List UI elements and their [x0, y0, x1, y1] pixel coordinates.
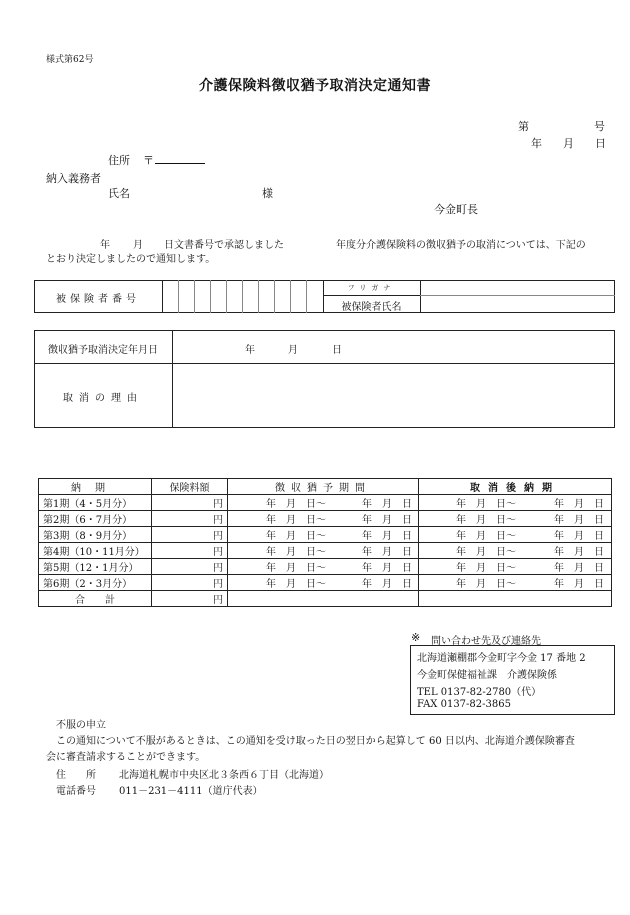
yen-cell: 円 — [152, 575, 228, 591]
furigana-label: フリガナ — [347, 284, 396, 292]
contact-heading: 問い合わせ先及び連絡先 — [431, 636, 541, 647]
new-due-range-cell — [419, 543, 612, 559]
digit-divider — [210, 280, 211, 313]
total-label: 合 計 — [39, 591, 152, 607]
table-row — [39, 495, 612, 511]
taxpayer-group-label: 納入義務者 — [46, 172, 101, 185]
range-end: 年 月 日 — [362, 515, 412, 526]
total-yen-cell: 円 — [152, 591, 228, 607]
divider — [162, 280, 163, 313]
appeal-text-1: この通知について不服があるときは、この通知を受け取った日の翌日から起算して 60 日以内、北海道介護保険審査 — [56, 736, 575, 747]
contact-line: 今金町保健福祉課 介護保険係 — [417, 670, 557, 681]
range-end: 年 月 日 — [554, 563, 604, 574]
table-row — [39, 527, 612, 543]
empty-cell — [419, 591, 612, 607]
table-header-row — [39, 479, 612, 495]
range-start: 年 月 日〜 — [456, 499, 516, 510]
empty-cell — [228, 591, 419, 607]
doc-date-day: 日 — [595, 137, 606, 150]
body-day-ref: 日文書番号で承認しました — [164, 240, 284, 251]
deferral-range-cell — [228, 511, 419, 527]
table-row — [39, 543, 612, 559]
period-cell: 第6期（2・3月分） — [39, 575, 152, 591]
range-start: 年 月 日〜 — [266, 499, 326, 510]
body-month: 月 — [133, 240, 143, 251]
honorific: 様 — [262, 187, 273, 200]
doc-number-suffix: 号 — [594, 120, 605, 133]
header-amount: 保険料額 — [152, 479, 228, 495]
yen-cell: 円 — [152, 559, 228, 575]
table-row — [39, 559, 612, 575]
new-due-range-cell — [419, 511, 612, 527]
contact-heading-mark: ※ — [411, 631, 421, 644]
deferral-range-cell — [228, 495, 419, 511]
total-row — [39, 591, 612, 607]
body-year: 年 — [100, 240, 110, 251]
new-due-range-cell — [419, 495, 612, 511]
range-start: 年 月 日〜 — [266, 563, 326, 574]
yen-cell: 円 — [152, 511, 228, 527]
deferral-range-cell — [228, 575, 419, 591]
range-start: 年 月 日〜 — [456, 547, 516, 558]
header-deferral-period: 徴収猶予期間 — [228, 479, 419, 495]
digit-divider — [242, 280, 243, 313]
insured-name-label: 被保険者氏名 — [341, 302, 402, 313]
issuer: 今金町長 — [434, 203, 478, 216]
digit-divider — [274, 280, 275, 313]
deferral-range-cell — [228, 527, 419, 543]
appeal-phone-value: 011－231－4111（道庁代表） — [119, 786, 263, 797]
digit-divider — [226, 280, 227, 313]
range-end: 年 月 日 — [554, 579, 604, 590]
appeal-phone-label: 電話番号 — [56, 786, 96, 797]
digit-divider — [178, 280, 179, 313]
body-fiscal: 年度分介護保険料の徴収猶予の取消については、下記の — [336, 240, 586, 251]
new-due-range-cell — [419, 527, 612, 543]
range-start: 年 月 日〜 — [456, 515, 516, 526]
divider — [34, 363, 615, 364]
range-end: 年 月 日 — [554, 531, 604, 542]
doc-date-year: 年 — [531, 137, 542, 150]
range-end: 年 月 日 — [554, 547, 604, 558]
digit-divider — [306, 280, 307, 313]
digit-divider — [258, 280, 259, 313]
range-start: 年 月 日〜 — [266, 547, 326, 558]
new-due-range-cell — [419, 559, 612, 575]
divider — [420, 295, 615, 296]
period-cell: 第1期（4・5月分） — [39, 495, 152, 511]
header-new-due: 取消後納期 — [419, 479, 612, 495]
table-row — [39, 511, 612, 527]
range-end: 年 月 日 — [362, 547, 412, 558]
range-start: 年 月 日〜 — [456, 579, 516, 590]
digit-divider — [194, 280, 195, 313]
decision-date-month: 月 — [288, 345, 298, 356]
new-due-range-cell — [419, 575, 612, 591]
appeal-text-2: 会に審査請求することができます。 — [46, 752, 206, 763]
divider — [172, 330, 173, 428]
period-cell: 第3期（8・9月分） — [39, 527, 152, 543]
contact-line: TEL 0137-82-2780（代） — [417, 687, 542, 698]
period-cell: 第5期（12・1月分） — [39, 559, 152, 575]
range-start: 年 月 日〜 — [456, 531, 516, 542]
body-line2: とおり決定しましたので通知します。 — [46, 254, 216, 265]
range-end: 年 月 日 — [362, 499, 412, 510]
doc-number-prefix: 第 — [518, 120, 529, 133]
document-title: 介護保険料徴収猶予取消決定通知書 — [199, 78, 431, 94]
range-start: 年 月 日〜 — [266, 579, 326, 590]
header-period: 納期 — [39, 479, 152, 495]
deferral-range-cell — [228, 559, 419, 575]
name-label: 氏名 — [108, 187, 130, 200]
divider — [420, 280, 421, 313]
reason-label: 取消の理由 — [63, 393, 143, 404]
insured-number-label: 被保険者番号 — [56, 294, 140, 305]
yen-cell: 円 — [152, 495, 228, 511]
range-end: 年 月 日 — [554, 499, 604, 510]
table-row — [39, 575, 612, 591]
range-end: 年 月 日 — [554, 515, 604, 526]
decision-date-year: 年 — [245, 345, 255, 356]
yen-cell: 円 — [152, 527, 228, 543]
range-start: 年 月 日〜 — [266, 515, 326, 526]
payment-table — [38, 478, 612, 607]
range-start: 年 月 日〜 — [456, 563, 516, 574]
range-end: 年 月 日 — [362, 579, 412, 590]
period-cell: 第4期（10・11月分） — [39, 543, 152, 559]
range-end: 年 月 日 — [362, 531, 412, 542]
contact-line: 北海道瀬棚郡今金町字今金 17 番地 2 — [417, 653, 586, 664]
period-cell: 第2期（6・7月分） — [39, 511, 152, 527]
range-end: 年 月 日 — [362, 563, 412, 574]
appeal-title: 不服の申立 — [56, 720, 106, 731]
decision-date-label: 徴収猶予取消決定年月日 — [48, 345, 158, 356]
decision-date-day: 日 — [332, 345, 342, 356]
divider — [323, 295, 420, 296]
form-number: 様式第62号 — [46, 55, 94, 65]
postal-code-underline — [155, 163, 205, 164]
postal-mark: 〒 — [143, 154, 154, 167]
yen-cell: 円 — [152, 543, 228, 559]
contact-line: FAX 0137-82-3865 — [417, 699, 511, 710]
address-label: 住所 — [108, 154, 130, 167]
appeal-address-value: 北海道札幌市中央区北３条西６丁目（北海道） — [119, 770, 329, 781]
doc-date-month: 月 — [563, 137, 574, 150]
digit-divider — [290, 280, 291, 313]
range-start: 年 月 日〜 — [266, 531, 326, 542]
appeal-address-label: 住 所 — [56, 770, 96, 781]
deferral-range-cell — [228, 543, 419, 559]
